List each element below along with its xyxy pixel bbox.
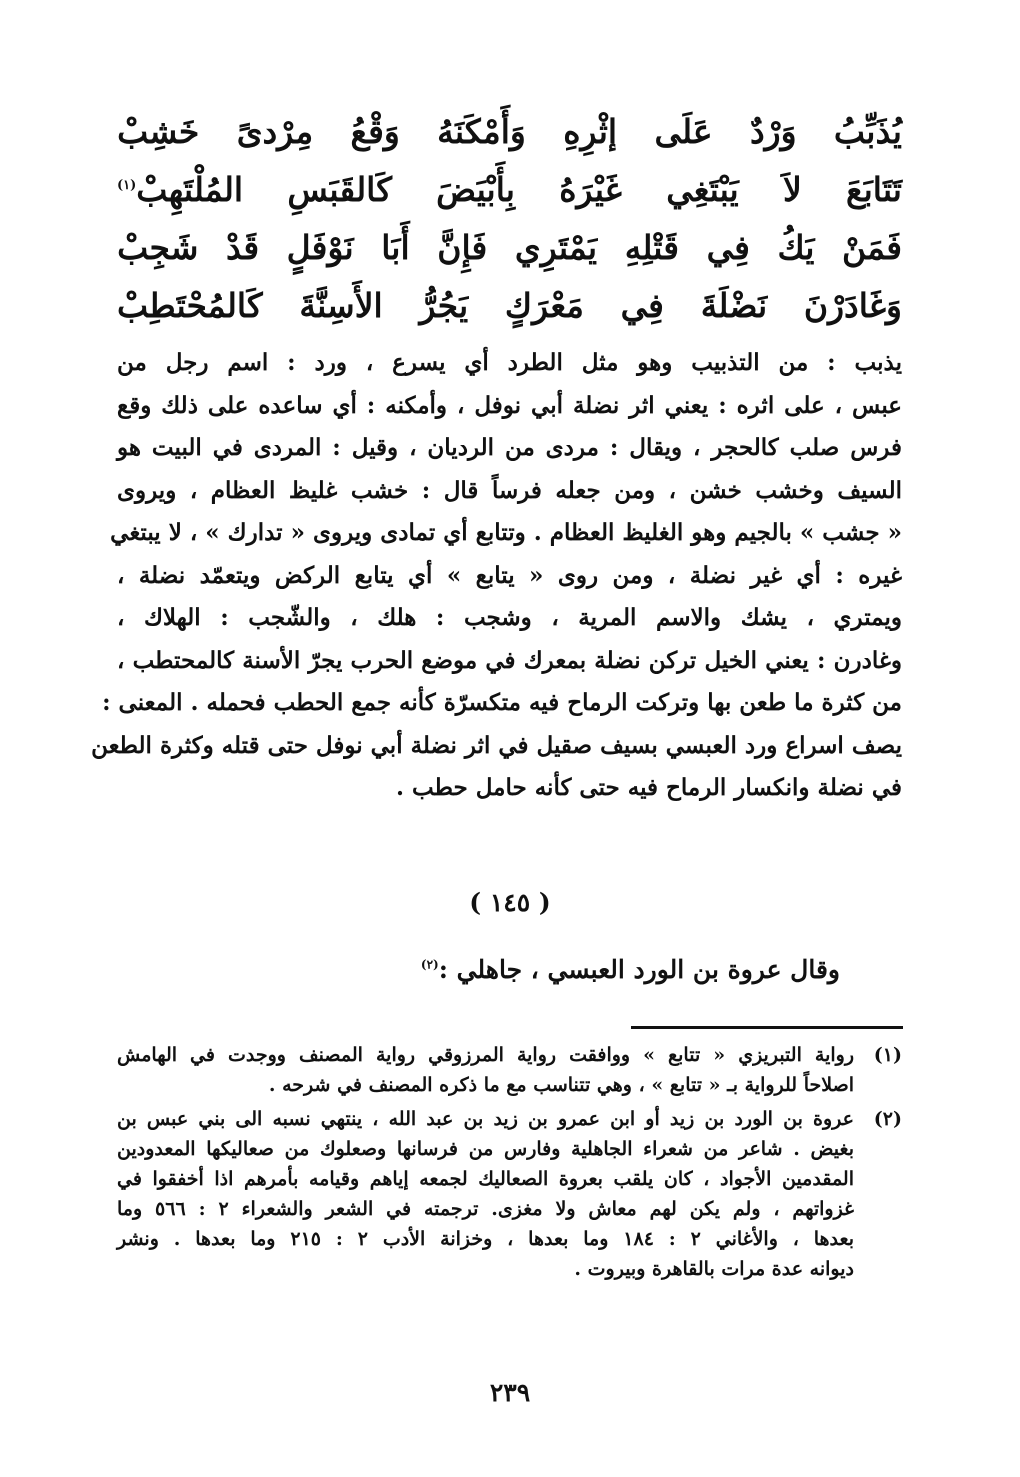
verse-word: فَمَنْ <box>842 228 902 267</box>
commentary-line: عبس ، على اثره : يعني اثر نضلة أبي نوفل ، وأمكنه : أي ساعده على ذلك وقع <box>117 391 903 419</box>
verse-word: تَتَابَعَ <box>846 170 902 209</box>
verse-word: خَشِبْ <box>117 112 200 151</box>
commentary-line: « جشب » بالجيم وهو الغليظ العظام . وتتابع أي تمادى ويروى « تدارك » ، لا يبتغي <box>110 519 902 546</box>
verse-word: إثْرِهِ <box>563 112 618 151</box>
verse-word: يَجُرُّ <box>419 286 469 325</box>
verse-word: كَالمُحْتَطِبْ <box>117 286 263 325</box>
verse-word: فَإِنَّ <box>437 228 488 267</box>
footnote-line: اصلاحاً للرواية بـ « تتابع » ، وهي تتناسب مع ما ذكره المصنف في شرحه . <box>268 1074 854 1096</box>
footnote-line: بغيض . شاعر من شعراء الجاهلية وفارس من فرسانها وصعلوك من صعاليكها المعدودين <box>117 1138 854 1160</box>
footnote-divider <box>631 1026 903 1029</box>
verse-word: وَأَمْكَنَهُ <box>437 112 526 151</box>
verse-word: فِي <box>620 286 664 325</box>
poem-verses <box>117 112 902 344</box>
verse-line <box>117 112 902 170</box>
footnote-number: (١) <box>873 1044 902 1066</box>
verse-word: شَجِبْ <box>117 228 199 267</box>
commentary-line: وغادرن : يعني الخيل تركن نضلة بمعرك في موضع الحرب يجرّ الأسنة كالمحتطب ، <box>117 646 902 674</box>
verse-word: مَعْرَكٍ <box>504 286 584 325</box>
footnote-line: عروة بن الورد بن زيد أو ابن عمرو بن زيد بن عبد الله ، ينتهي نسبه الى بني عبس بن <box>117 1108 854 1130</box>
verse-word: قَدْ <box>226 228 260 267</box>
verse-word: يَبْتَغِي <box>666 170 739 209</box>
commentary-line: ويمتري ، يشك والاسم المرية ، وشجب : هلك ، والشّجب : الهلاك ، <box>117 604 902 631</box>
verse-word: يُذَبِّبُ <box>833 112 902 151</box>
verse-word: نَضْلَةَ <box>700 286 768 325</box>
verse-line <box>117 228 902 286</box>
verse-word: قَتْلِهِ <box>624 228 680 267</box>
verse-word: يَكُ <box>777 228 815 267</box>
footnotes <box>117 1040 902 1288</box>
verse-word: وَرْدٌ <box>749 112 797 151</box>
commentary-line: غيره : أي غير نضلة ، ومن روى « يتابع » أي يتابع الركض ويتعمّد نضلة ، <box>117 561 902 589</box>
poem-intro <box>421 955 840 984</box>
verse-word: وَغَادَرْنَ <box>803 286 902 325</box>
footnote-line: المقدمين الأجواد ، كان يلقب بعروة الصعاليك لجمعه إياهم وقيامه بأمرهم اذا أخفقوا في <box>117 1168 854 1190</box>
verse-word: لاَ <box>782 170 802 209</box>
commentary-line: فرس صلب كالحجر ، ويقال : مردى من الرديان ، وقيل : المردى في البيت هو <box>117 434 902 461</box>
footnote-marker[interactable]: (١) <box>117 178 137 193</box>
commentary-paragraph <box>91 342 903 810</box>
verse-word: غَيْرَهُ <box>559 170 622 209</box>
verse-word: عَلَى <box>654 112 713 151</box>
verse-word-with-footnote <box>117 170 243 209</box>
footnote-number: (٢) <box>873 1108 902 1130</box>
footnote-line: ديوانه عدة مرات بالقاهرة وبيروت . <box>574 1258 854 1280</box>
verse-line <box>117 170 902 228</box>
footnote-line: رواية التبريزي « تتابع » ووافقت رواية المرزوقي رواية المصنف ووجدت في الهامش <box>117 1044 854 1066</box>
verse-word: بِأَبْيَضَ <box>436 170 515 209</box>
verse-word: مِرْدىً <box>236 112 314 151</box>
intro-text: وقال عروة بن الورد العبسي ، جاهلي : <box>438 955 840 984</box>
verse-word: فِي <box>706 228 750 267</box>
commentary-line: يصف اسراع ورد العبسي بسيف صقيل في اثر نضلة أبي نوفل حتى قتله وكثرة الطعن <box>91 731 902 759</box>
commentary-line: من كثرة ما طعن بها وتركت الرماح فيه متكسرّة كأنه جمع الحطب فحمله . المعنى : <box>102 689 902 716</box>
commentary-line: السيف وخشب خشن ، ومن جعله فرساً قال : خشب غليظ العظام ، ويروى <box>117 476 902 504</box>
verse-word: أَبَا <box>381 228 410 267</box>
verse-word: وَقْعُ <box>350 112 400 151</box>
commentary-line: في نضلة وانكسار الرماح فيه حتى كأنه حامل حطب . <box>396 774 902 801</box>
commentary-line: يذبب : من التذبيب وهو مثل الطرد أي يسرع ، ورد : اسم رجل من <box>117 349 902 376</box>
footnote-line: بعدها ، والأغاني ٢ : ١٨٤ وما بعدها ، وخزانة الأدب ٢ : ٢١٥ وما بعدها . ونشر <box>117 1228 854 1250</box>
verse-line <box>117 286 902 344</box>
footnote-body <box>117 1040 854 1100</box>
footnote <box>117 1040 902 1100</box>
verse-word: نَوْفَلٍ <box>286 228 354 267</box>
verse-word: كَالقَبَسِ <box>287 170 392 209</box>
verse-word: الأَسِنَّةَ <box>299 286 383 325</box>
footnote-body <box>117 1104 854 1284</box>
verse-word: المُلْتَهِبْ <box>136 170 244 209</box>
page-number: ٢٣٩ <box>489 1378 531 1407</box>
footnote-line: غزواتهم ، ولم يكن لهم معاش ولا مغزى. ترجمته في الشعر والشعراء ٢ : ٥٦٦ وما <box>117 1198 854 1220</box>
verse-word: يَمْتَرِي <box>514 228 598 267</box>
footnote <box>117 1104 902 1284</box>
footnote-marker[interactable]: (٢) <box>420 957 439 972</box>
poem-number-heading: ( ١٤٥ ) <box>469 888 551 917</box>
